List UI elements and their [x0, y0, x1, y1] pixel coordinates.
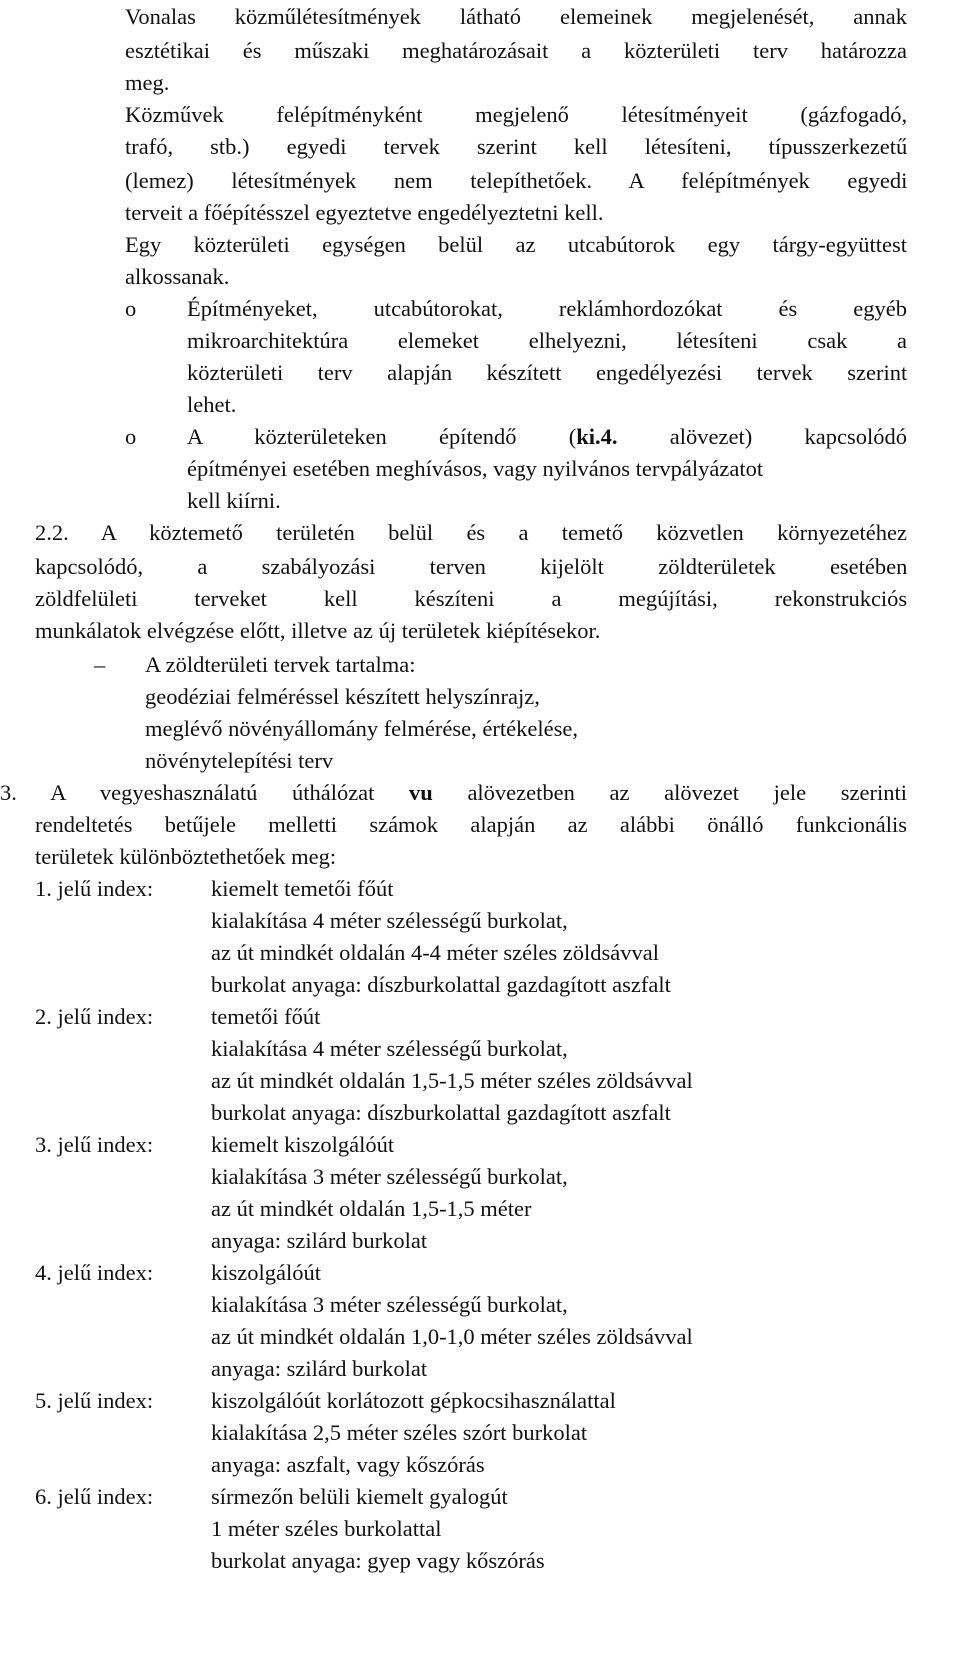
text-line: esztétikai és műszaki meghatározásait a közterületi terv határozza — [125, 38, 907, 63]
index-line: anyaga: szilárd burkolat — [211, 1228, 428, 1253]
text-line — [187, 420, 907, 454]
text-line: 2.2. A köztemető területén belül és a temető közvetlen környezetéhez — [35, 520, 907, 545]
dash-marker: – — [94, 652, 106, 677]
text-line — [0, 776, 907, 810]
index-line: az út mindkét oldalán 1,5-1,5 méter széles zöldsávval — [211, 1068, 693, 1093]
bullet-marker: o — [125, 296, 137, 321]
text-line: rendeltetés betűjele melletti számok alapján az alábbi önálló funkcionális — [35, 812, 907, 837]
text-line: kapcsolódó, a szabályozási terven kijelölt zöldterületek esetében — [35, 554, 908, 579]
index-line: az út mindkét oldalán 4-4 méter széles zöldsávval — [211, 940, 659, 965]
index-line: az út mindkét oldalán 1,0-1,0 méter széles zöldsávval — [211, 1324, 693, 1349]
index-line: kiszolgálóút — [211, 1260, 321, 1285]
text-line: építményei esetében meghívásos, vagy nyilvános tervpályázatot — [187, 456, 764, 481]
list-item: növénytelepítési terv — [145, 748, 334, 773]
index-line: sírmezőn belüli kiemelt gyalogút — [211, 1484, 508, 1509]
text-run: 3. A vegyeshasználatú úthálózat — [0, 780, 410, 805]
index-label: 5. jelű index: — [35, 1388, 154, 1413]
bold-run: vu — [409, 780, 433, 805]
text-line: terveit a főépítésszel egyeztetve engedélyeztetni kell. — [125, 200, 604, 225]
index-line: kialakítása 4 méter szélességű burkolat, — [211, 1036, 568, 1061]
index-line: 1 méter széles burkolattal — [211, 1516, 442, 1541]
index-line: burkolat anyaga: gyep vagy kőszórás — [211, 1548, 545, 1573]
text-run: alövezet) kapcsolódó — [617, 424, 907, 449]
text-line: alkossanak. — [125, 264, 230, 289]
text-line: kell kiírni. — [187, 488, 281, 513]
index-line: anyaga: szilárd burkolat — [211, 1356, 428, 1381]
text-line: mikroarchitektúra elemeket elhelyezni, létesíteni csak a — [187, 328, 907, 353]
text-line: zöldfelületi terveket kell készíteni a megújítási, rekonstrukciós — [35, 586, 908, 611]
index-label: 3. jelű index: — [35, 1132, 154, 1157]
list-item: geodéziai felméréssel készített helyszínrajz, — [145, 684, 540, 709]
text-line: Építményeket, utcabútorokat, reklámhordozókat és egyéb — [187, 296, 907, 321]
bold-run: ki.4. — [576, 424, 618, 449]
text-run: A közterületeken építendő ( — [187, 424, 577, 449]
index-line: anyaga: aszfalt, vagy kőszórás — [211, 1452, 485, 1477]
text-run: alövezetben az alövezet jele szerinti — [432, 780, 907, 805]
index-label: 4. jelű index: — [35, 1260, 154, 1285]
index-label: 1. jelű index: — [35, 876, 154, 901]
text-line: lehet. — [187, 392, 237, 417]
index-label: 6. jelű index: — [35, 1484, 154, 1509]
text-line: trafó, stb.) egyedi tervek szerint kell létesíteni, típusszerkezetű — [125, 134, 908, 159]
text-line: (lemez) létesítmények nem telepíthetőek. A felépítmények egyedi — [125, 168, 908, 193]
index-line: az út mindkét oldalán 1,5-1,5 méter — [211, 1196, 532, 1221]
index-line: kiemelt kiszolgálóút — [211, 1132, 395, 1157]
text-line: munkálatok elvégzése előtt, illetve az új területek kiépítésekor. — [35, 618, 601, 643]
dash-heading: A zöldterületi tervek tartalma: — [145, 652, 416, 677]
index-line: kialakítása 3 méter szélességű burkolat, — [211, 1164, 568, 1189]
text-line: Vonalas közműlétesítmények látható elemeinek megjelenését, annak — [125, 4, 907, 29]
list-item: meglévő növényállomány felmérése, értékelése, — [145, 716, 578, 741]
index-line: kialakítása 2,5 méter széles szórt burkolat — [211, 1420, 588, 1445]
index-line: burkolat anyaga: díszburkolattal gazdagított aszfalt — [211, 1100, 671, 1125]
text-line: Közművek felépítményként megjelenő létesítményeit (gázfogadó, — [125, 102, 908, 127]
text-line: meg. — [125, 70, 170, 95]
text-line: területek különböztethetőek meg: — [35, 844, 337, 869]
index-line: kiszolgálóút korlátozott gépkocsihasználattal — [211, 1388, 616, 1413]
index-line: kialakítása 3 méter szélességű burkolat, — [211, 1292, 568, 1317]
index-line: kiemelt temetői főút — [211, 876, 394, 901]
bullet-marker: o — [125, 424, 137, 449]
index-line: kialakítása 4 méter szélességű burkolat, — [211, 908, 568, 933]
index-label: 2. jelű index: — [35, 1004, 154, 1029]
index-line: burkolat anyaga: díszburkolattal gazdagított aszfalt — [211, 972, 671, 997]
text-line: közterületi terv alapján készített engedélyezési tervek szerint — [187, 360, 908, 385]
text-line: Egy közterületi egységen belül az utcabútorok egy tárgy-együttest — [125, 232, 908, 257]
index-line: temetői főút — [211, 1004, 321, 1029]
